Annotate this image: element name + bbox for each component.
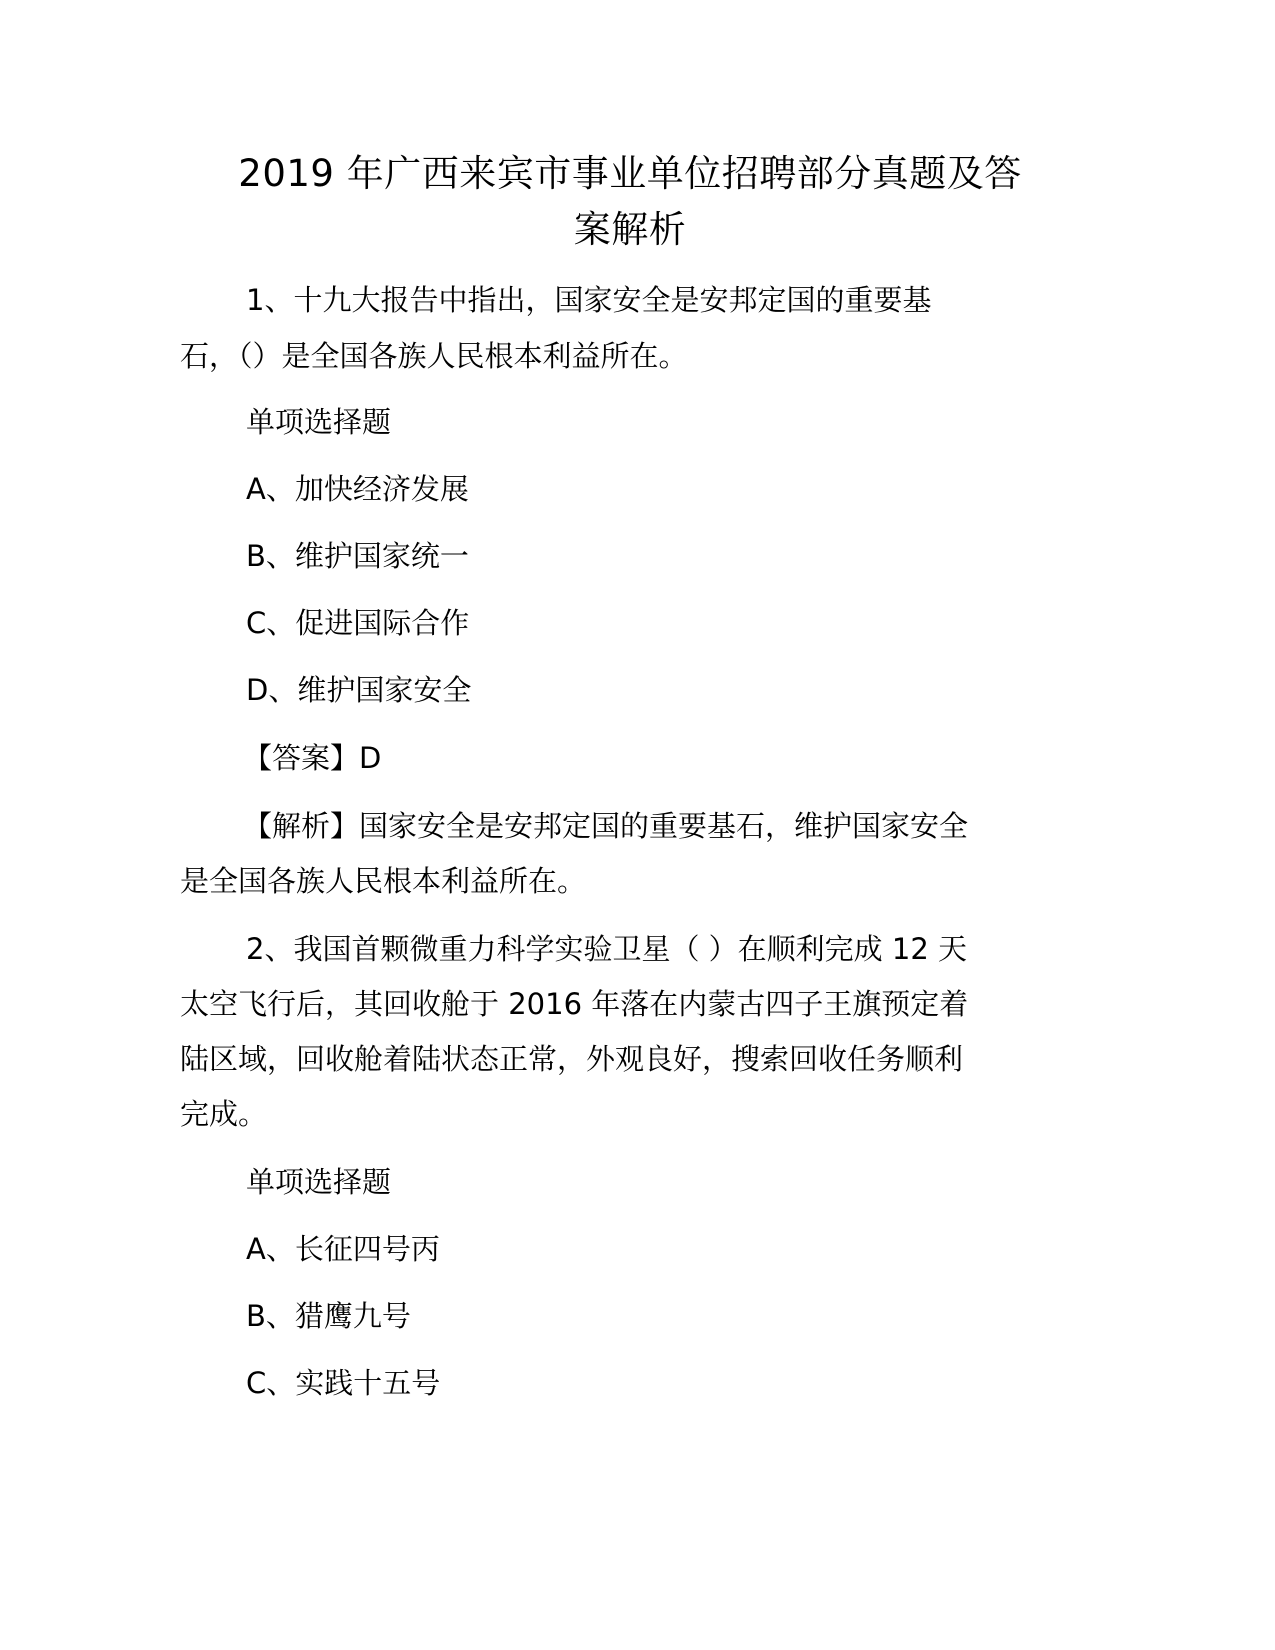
document-title-line-2: 案解析 — [573, 208, 687, 251]
question-2-stem-line-3: 陆区域，回收舱着陆状态正常，外观良好，搜索回收任务顺利 — [180, 1042, 964, 1076]
question-1-explanation-line-1: 【解析】国家安全是安邦定国的重要基石，维护国家安全 — [243, 809, 969, 843]
question-2-stem-line-1: 2、我国首颗微重力科学实验卫星（ ）在顺利完成 12 天 — [246, 932, 968, 966]
question-1-stem-line-1: 1、十九大报告中指出，国家安全是安邦定国的重要基 — [246, 283, 932, 317]
question-1-answer: 【答案】D — [243, 741, 382, 775]
question-1-explanation-line-2: 是全国各族人民根本利益所在。 — [180, 864, 587, 898]
question-1-option-a: A、加快经济发展 — [246, 472, 469, 506]
question-1-stem-line-2: 石，（）是全国各族人民根本利益所在。 — [180, 339, 688, 373]
question-2-option-c: C、实践十五号 — [246, 1366, 441, 1400]
question-1-option-d: D、维护国家安全 — [246, 673, 472, 707]
question-2-option-a: A、长征四号丙 — [246, 1232, 440, 1266]
question-2-type-label: 单项选择题 — [246, 1165, 392, 1199]
question-2-option-b: B、猎鹰九号 — [246, 1299, 411, 1333]
question-1-option-c: C、促进国际合作 — [246, 606, 470, 640]
question-1-type-label: 单项选择题 — [246, 405, 392, 439]
question-1-option-b: B、维护国家统一 — [246, 539, 469, 573]
question-2-stem-line-2: 太空飞行后，其回收舱于 2016 年落在内蒙古四子王旗预定着 — [180, 987, 969, 1021]
document-title-line-1: 2019 年广西来宾市事业单位招聘部分真题及答 — [238, 152, 1022, 195]
question-2-stem-line-4: 完成。 — [180, 1097, 268, 1131]
